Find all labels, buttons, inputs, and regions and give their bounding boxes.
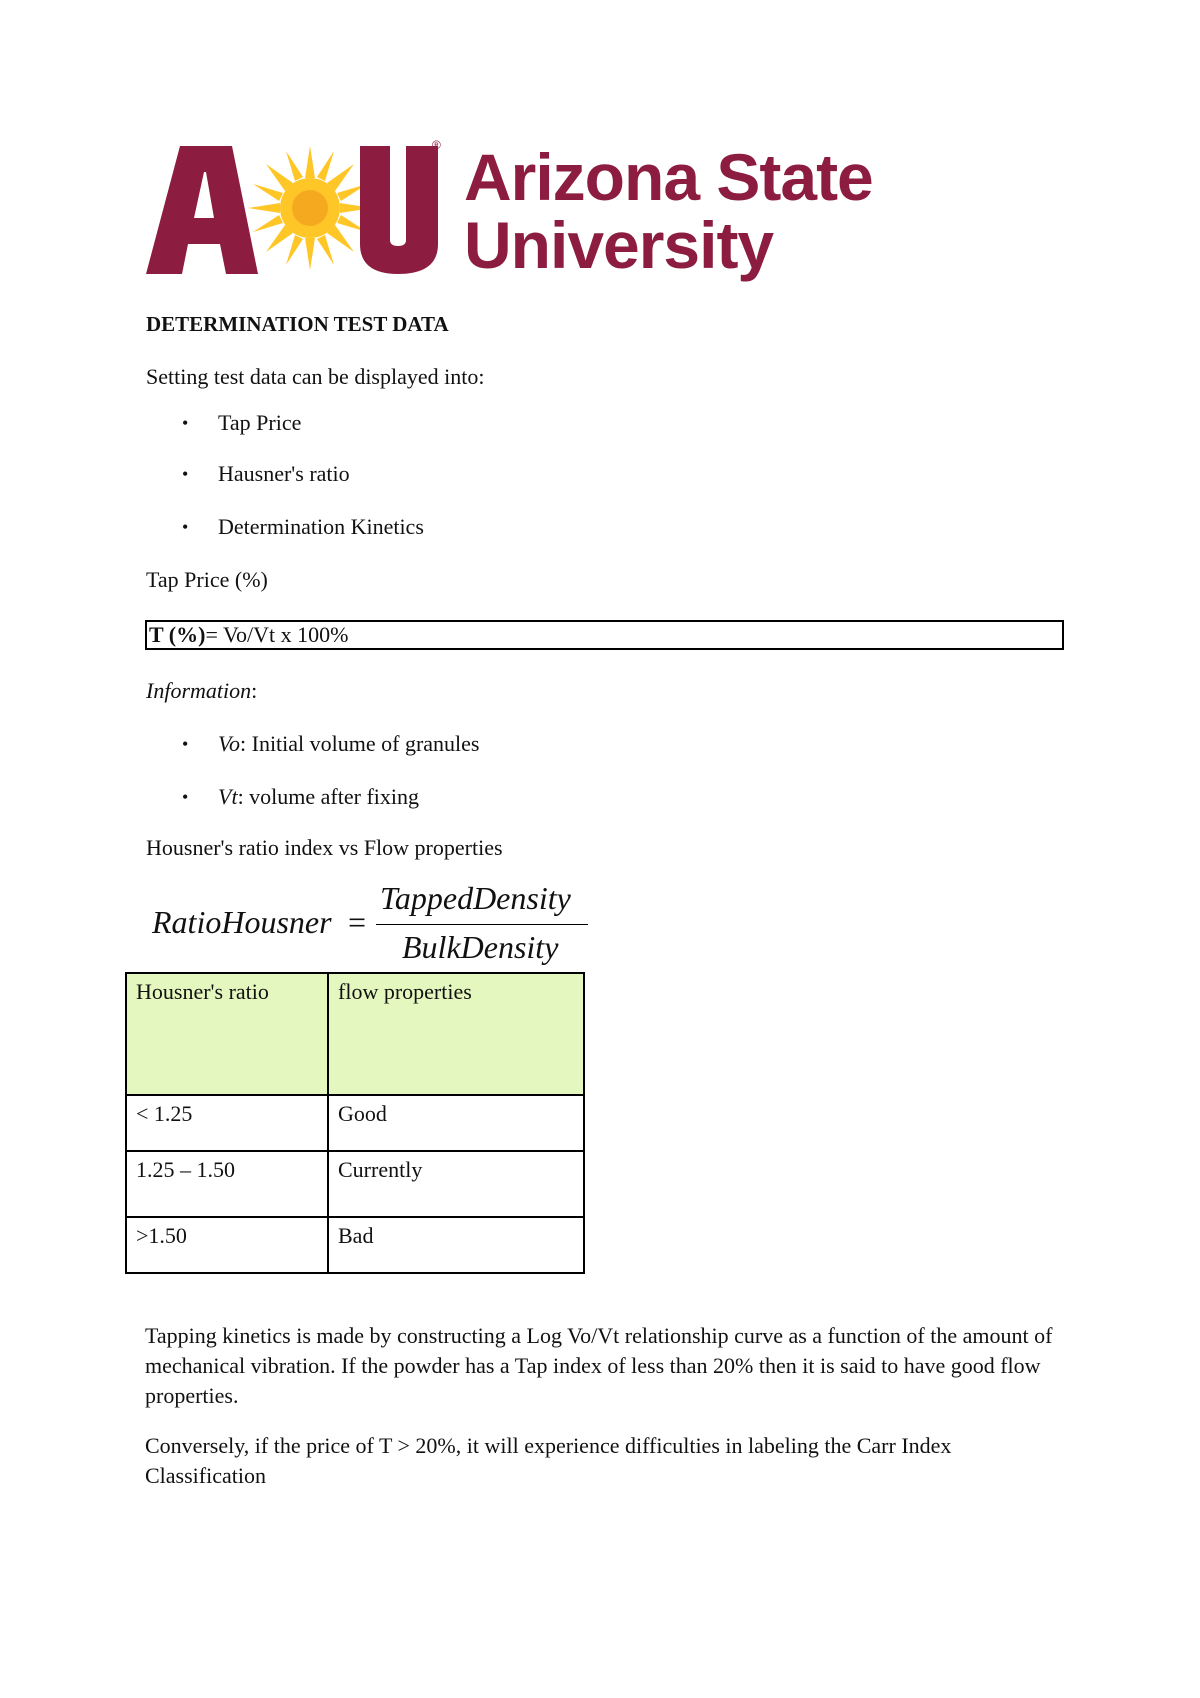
info-var: Vt <box>218 784 238 809</box>
tap-price-label: Tap Price (%) <box>146 567 268 592</box>
info-desc: : Initial volume of granules <box>240 731 480 756</box>
table-cell: >1.50 <box>126 1217 328 1273</box>
bullet-dot: • <box>182 787 189 807</box>
logo-line-1: Arizona State <box>464 140 873 214</box>
bullet-dot: • <box>182 413 189 433</box>
table-header-cell: flow properties <box>328 973 584 1095</box>
table-row <box>126 1217 584 1273</box>
table-header-row <box>126 973 584 1095</box>
housner-caption: Housner's ratio index vs Flow properties <box>146 835 503 860</box>
formula-box <box>145 620 1064 650</box>
equation-numerator: TappedDensity <box>380 880 571 916</box>
table-header-cell: Housner's ratio <box>126 973 328 1095</box>
formula <box>149 620 348 650</box>
bullet-item-hausner-ratio: Hausner's ratio <box>218 461 350 486</box>
information-word: Information <box>146 678 252 703</box>
table-cell: 1.25 – 1.50 <box>126 1151 328 1217</box>
table-row <box>126 1095 584 1151</box>
table-cell: Good <box>328 1095 584 1151</box>
fraction-bar <box>376 924 588 925</box>
bullet-dot: • <box>182 517 189 537</box>
asu-logo <box>146 138 926 298</box>
logo-line-2: University <box>464 208 774 282</box>
bullet-item-determination-kinetics: Determination Kinetics <box>218 514 424 539</box>
equation-denominator: BulkDensity <box>402 929 559 965</box>
paragraph-tapping-kinetics: Tapping kinetics is made by constructing a Log Vo/Vt relationship curve as a function of the amount of mechanical vibration. If the powder has a Tap index of less than 20% then it is said to have good flow properties. <box>145 1323 1053 1408</box>
formula-rest: = Vo/Vt x 100% <box>205 622 349 647</box>
paragraph-conversely: Conversely, if the price of T > 20%, it will experience difficulties in labeling the Carr Index Classification <box>145 1433 952 1488</box>
bullet-item-tap-price: Tap Price <box>218 410 302 435</box>
intro-text: Setting test data can be displayed into: <box>146 364 485 389</box>
registered-mark: ® <box>432 138 441 152</box>
bullet-dot: • <box>182 464 189 484</box>
information-label <box>146 676 257 706</box>
housner-ratio-table <box>125 972 585 1274</box>
info-desc: : volume after fixing <box>237 784 420 809</box>
info-item-vt <box>218 782 419 812</box>
table-cell: Bad <box>328 1217 584 1273</box>
page-heading: DETERMINATION TEST DATA <box>146 312 449 336</box>
equation-lhs: RatioHousner <box>152 904 332 940</box>
table-row <box>126 1151 584 1217</box>
table-cell: < 1.25 <box>126 1095 328 1151</box>
formula-bold: T (%) <box>149 622 206 647</box>
bullet-dot: • <box>182 734 189 754</box>
information-colon: : <box>251 678 258 703</box>
table-cell: Currently <box>328 1151 584 1217</box>
info-item-vo <box>218 729 480 759</box>
equation-equals: = <box>348 904 367 940</box>
info-var: Vo <box>218 731 240 756</box>
asu-logo-mark-icon <box>146 146 446 274</box>
